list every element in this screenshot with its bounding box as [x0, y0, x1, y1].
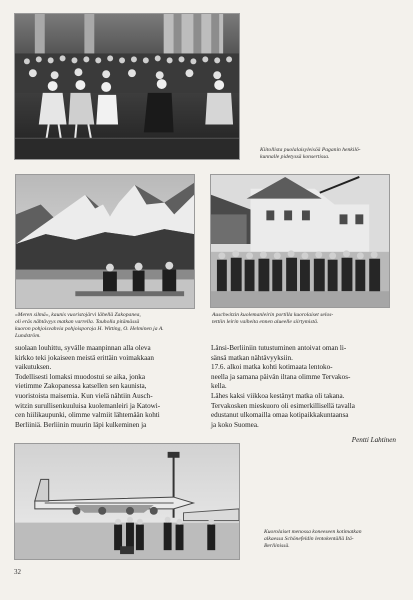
body-line: kella. — [211, 382, 227, 391]
body-line: 17.6. alkoi matka kohti kotimaata lentoko- — [211, 363, 333, 372]
body-line: Tervakosken mieskuoro oli esimerkillisellä tavalla — [211, 401, 355, 410]
body-column-left — [15, 344, 200, 430]
caption-line: alkaessa Schönefeldin lentokentällä Itä- — [264, 536, 354, 542]
caption-line: Lundström. — [15, 333, 41, 339]
page-number: 32 — [14, 568, 21, 576]
caption-line: kunnalle pidetyssä konsertissa. — [260, 154, 330, 160]
airport-caption — [264, 529, 362, 550]
caption-line: tettiin leirin vaiheita ennen alueelle siirtymistä. — [212, 319, 319, 325]
caption-line: kuoron pohjoisvahvia pohjoisporoja H. Witting, O. Helminen ja A. — [15, 326, 164, 332]
body-line: Lähes kaksi viikkoa kestänyt matka oli takana. — [211, 391, 345, 400]
concert-audience-photo — [14, 13, 240, 160]
caption-line: Berliinissä. — [264, 543, 290, 549]
auschwitz-caption — [212, 312, 333, 326]
caption-line: oli eräs nähtävyys matkan varrella. Tauholla pitämässä — [15, 319, 140, 325]
caption-line: Kuorolaiset menossa koneeseen kotimatkan — [264, 529, 362, 535]
body-line: ja koko Suomea. — [211, 420, 259, 429]
author-signature: Pentti Lahtinen — [351, 436, 396, 445]
body-line: neella ja samana päivän iltana olimme Tervakos- — [211, 372, 351, 381]
auschwitz-gate-photo — [210, 174, 390, 308]
body-column-right — [211, 344, 396, 446]
caption-line: Kiitollista puolalaisyleisöä Paganin henkilö- — [260, 147, 361, 153]
caption-line: »Meren silmä», kaunis vuoristojärvi lähellä Zakopanea, — [15, 312, 141, 318]
body-line: Berliiniä. Berliinin muurin läpi kulkeminen ja — [15, 420, 147, 429]
body-line: kirkko teki jokaiseen meistä erittäin voimakkaan — [15, 353, 155, 362]
body-line: vuoristoista maisemia. Kun vielä nähtiin Ausch- — [15, 391, 153, 400]
caption-line: Auschwitzin kuolemanleirin portilla kuorolaiset selos- — [212, 312, 334, 318]
body-line: vietimme Zakopanessa katsellen sen kaunista, — [15, 382, 147, 391]
body-line: Länsi-Berliiniin tutustuminen antoivat oman li- — [211, 344, 347, 352]
body-line: edustanut ulkomailla omaa kotipaikkakuntaansa — [211, 411, 349, 420]
body-line: sänsä matkan nähtävyyksiin. — [211, 353, 293, 362]
concert-caption — [260, 147, 361, 161]
body-line: witzin surullisenkuuluisa kuolemanleiri ja Katowi- — [15, 401, 161, 410]
body-line: suolaan louhittu, syvälle maanpinnan alla oleva — [15, 344, 151, 352]
mountain-lake-caption — [15, 312, 164, 340]
airport-departure-photo — [14, 443, 240, 560]
body-line: vaikutuksen. — [15, 363, 52, 372]
body-line: Todellisesti lomaksi muodostui se aika, jonka — [15, 372, 145, 381]
mountain-lake-photo — [15, 174, 195, 309]
body-line: cen hiilikaupunki, olimme valmiit lähtemään kohti — [15, 411, 160, 420]
